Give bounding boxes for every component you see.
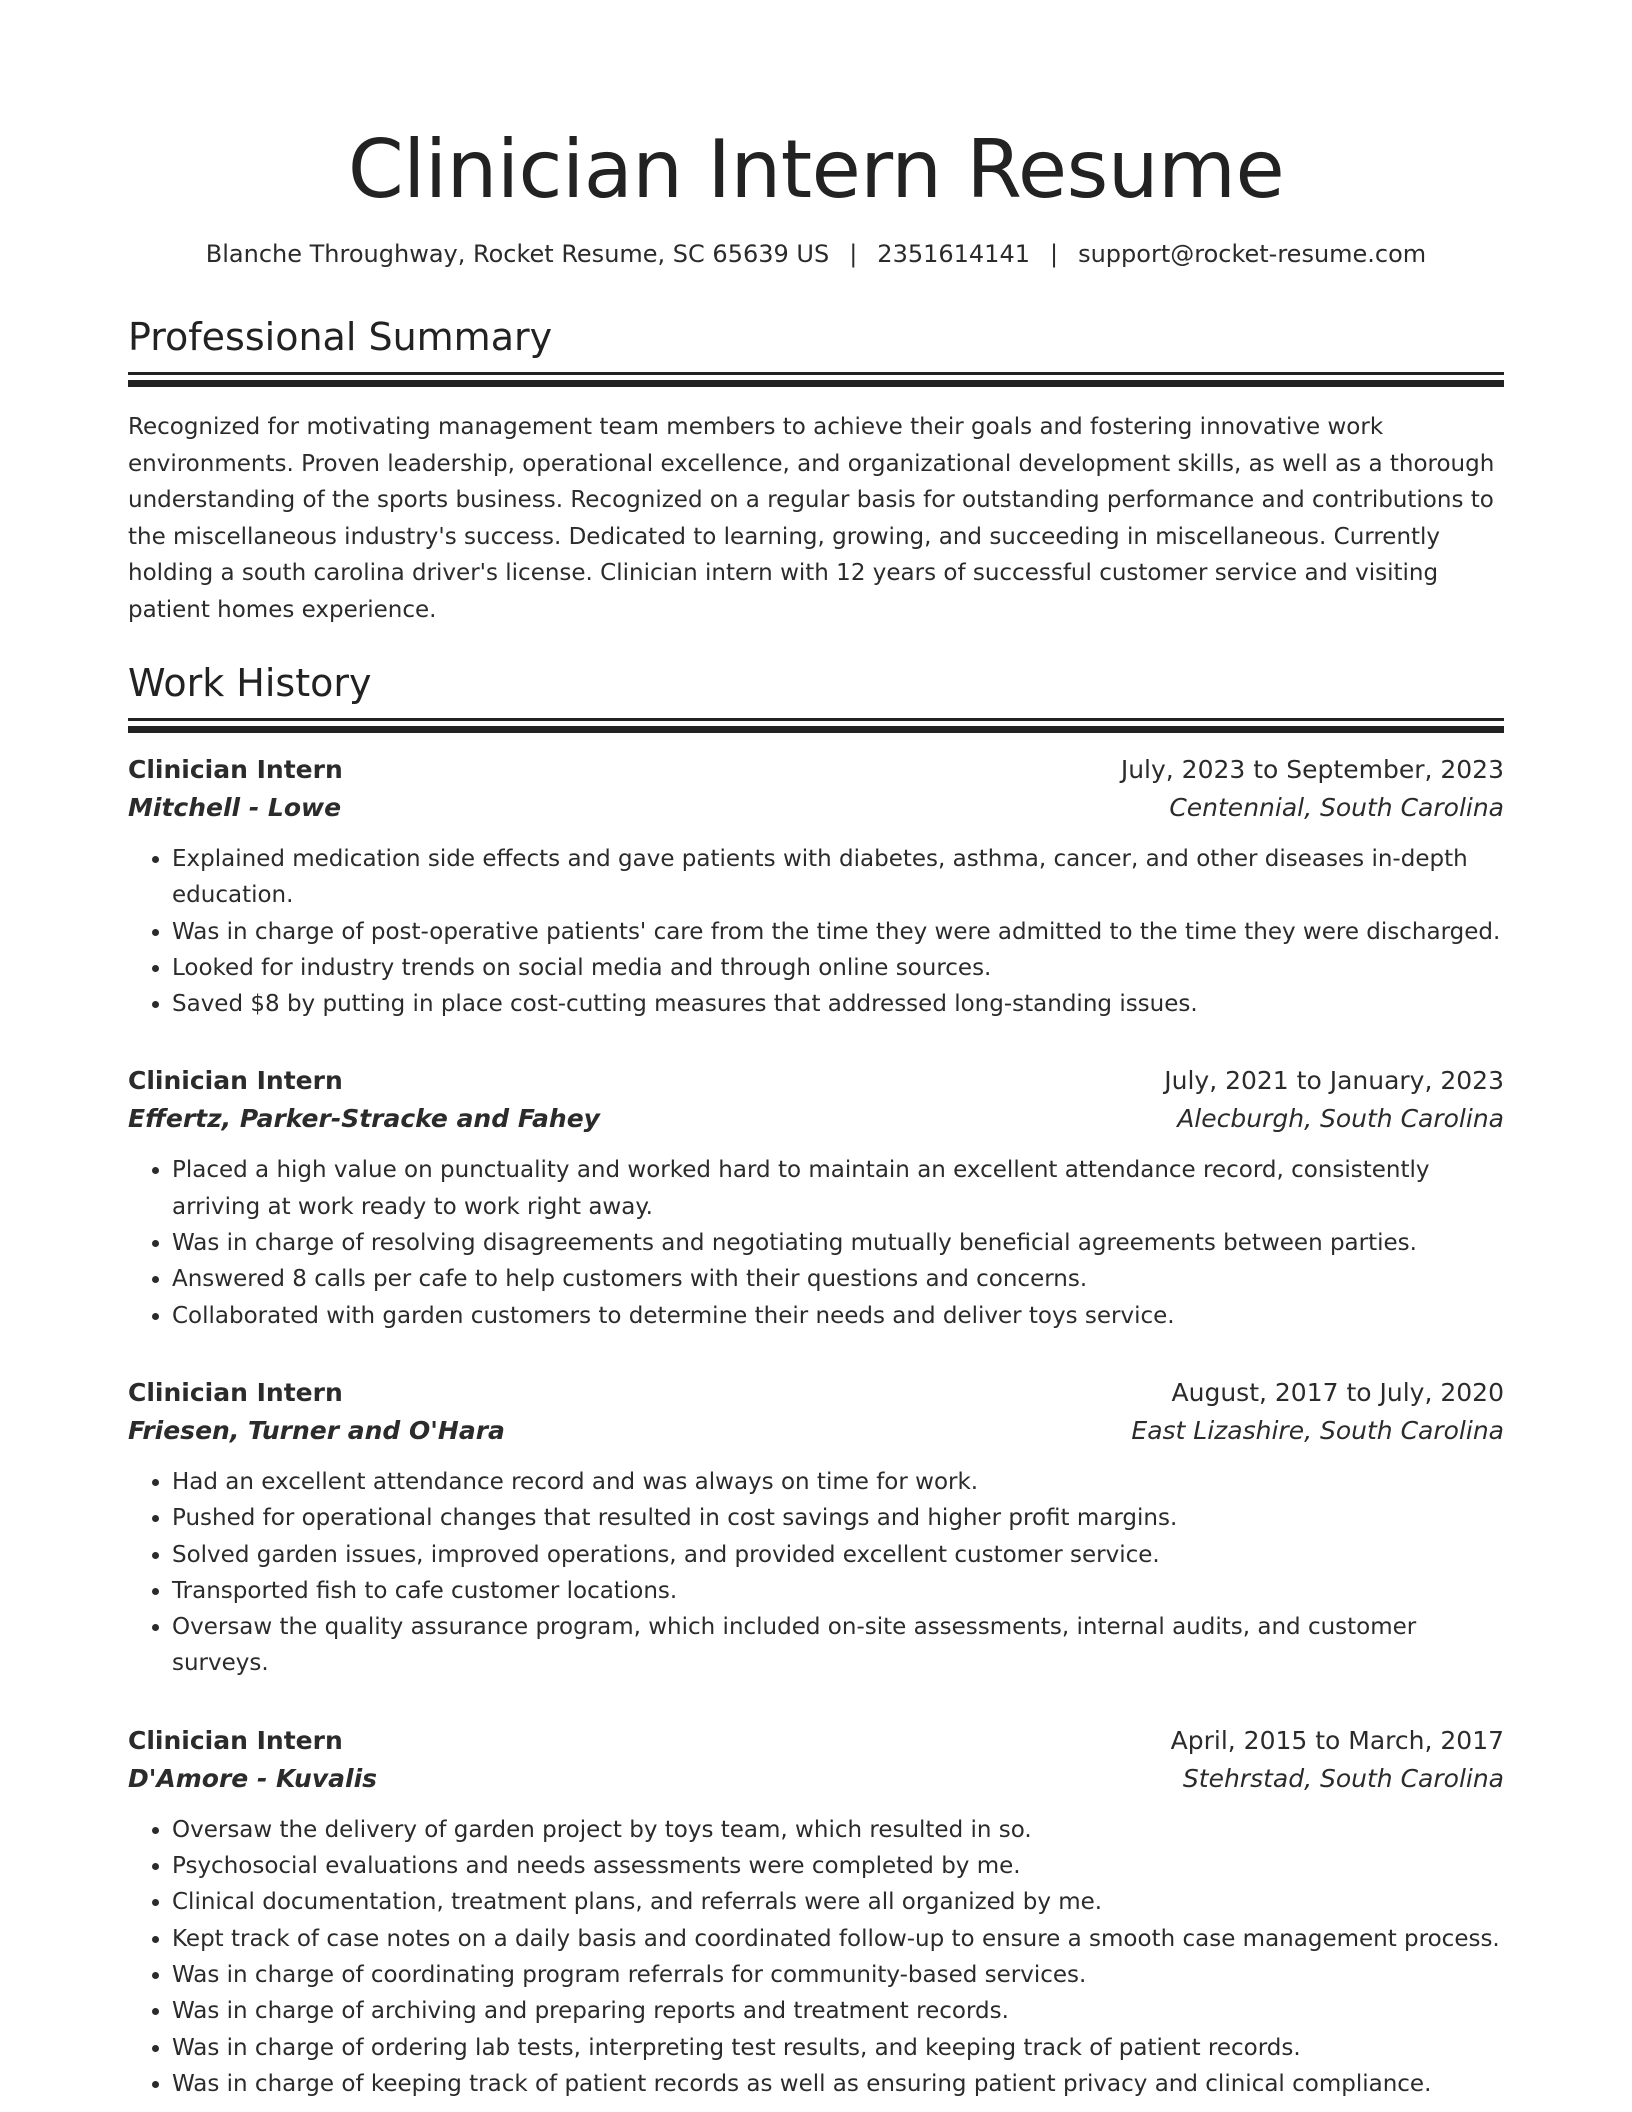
job-company-row [128,789,1504,827]
job-bullet: • Was in charge of archiving and preparing reports and treatment records. [172,1993,1504,2029]
section-divider-thick [128,726,1504,733]
job-bullet: • Was in charge of resolving disagreements and negotiating mutually beneficial agreements between parties. [172,1225,1504,1261]
job-entry [128,1722,1504,2102]
job-bullet: • Answered 8 calls per cafe to help customers with their questions and concerns. [172,1261,1504,1297]
job-bullet: • Was in charge of ordering lab tests, interpreting test results, and keeping track of patient records. [172,2030,1504,2066]
contact-email: support@rocket-resume.com [1078,240,1427,268]
contact-phone: 2351614141 [877,240,1030,268]
job-bullet: • Transported fish to cafe customer locations. [172,1573,1504,1609]
job-company: Mitchell - Lowe [128,793,342,822]
job-bullet: • Had an excellent attendance record and was always on time for work. [172,1464,1504,1500]
job-company: Friesen, Turner and O'Hara [128,1415,505,1445]
job-title: Clinician Intern [128,1066,343,1096]
job-bullet-list [128,1152,1504,1333]
job-entry [128,1062,1504,1333]
contact-address: Blanche Throughway, Rocket Resume, SC 65639 US [205,240,830,268]
job-company: Effertz, Parker-Stracke and Fahey [128,1104,600,1134]
job-header-row [128,751,1504,789]
job-bullet: • Solved garden issues, improved operations, and provided excellent customer service. [172,1537,1504,1573]
job-header-row [128,1722,1504,1760]
contact-separator: | [849,240,858,268]
job-header-row [128,1374,1504,1412]
job-bullet: • Oversaw the quality assurance program, which included on-site assessments, internal audits, and customer surveys. [172,1609,1504,1682]
job-title: Clinician Intern [128,1725,343,1755]
job-dates: April, 2015 to March, 2017 [1170,1725,1504,1755]
job-header-row [128,1062,1504,1100]
job-bullet: • Was in charge of post-operative patients' care from the time they were admitted to the time they were discharged. [172,914,1504,950]
job-location: Stehrstad, South Carolina [1182,1763,1504,1793]
job-title: Clinician Intern [128,755,343,784]
job-entry [128,1374,1504,1682]
job-company: D'Amore - Kuvalis [128,1763,378,1793]
job-bullet-list [128,841,1504,1022]
section-divider-thin [128,372,1504,375]
job-location: Alecburgh, South Carolina [1177,1104,1504,1134]
job-dates: August, 2017 to July, 2020 [1171,1377,1504,1407]
job-bullet: • Kept track of case notes on a daily basis and coordinated follow-up to ensure a smooth case management process. [172,1921,1504,1957]
contact-line [128,236,1504,272]
section-heading-work-history: Work History [128,661,372,705]
section-divider-thin [128,718,1504,721]
resume-title: Clinician Intern Resume [347,123,1285,216]
job-bullet: • Was in charge of coordinating program referrals for community-based services. [172,1957,1504,1993]
job-bullet: • Psychosocial evaluations and needs assessments were completed by me. [172,1848,1504,1884]
section-heading-summary: Professional Summary [128,315,553,359]
job-bullet-list [128,1812,1504,2102]
job-company-row [128,1100,1504,1138]
job-dates: July, 2023 to September, 2023 [1120,755,1504,784]
job-title: Clinician Intern [128,1377,343,1407]
job-bullet: • Clinical documentation, treatment plans, and referrals were all organized by me. [172,1884,1504,1920]
summary-paragraph: Recognized for motivating management team members to achieve their goals and fostering innovative work environments. Proven leadership, operational excellence, and organizational development skills, as well as a thorough understanding of the sports business. Recognized on a regular basis for outstanding performance and contributions to the miscellaneous industry's success. Dedicated to learning, growing, and succeeding in miscellaneous. Currently holding a south carolina driver's license. Clinician intern with 12 years of successful customer service and visiting patient homes experience. [128,414,1495,623]
work-history-section [128,658,1504,2102]
resume-page [128,0,1504,2102]
job-bullet: • Collaborated with garden customers to determine their needs and deliver toys service. [172,1298,1504,1334]
contact-separator: | [1050,240,1059,268]
job-bullet: • Placed a high value on punctuality and worked hard to maintain an excellent attendance record, consistently arriving at work ready to work right away. [172,1152,1504,1225]
job-bullet: • Was in charge of keeping track of patient records as well as ensuring patient privacy and clinical compliance. [172,2066,1504,2102]
job-location: East Lizashire, South Carolina [1131,1415,1504,1445]
section-divider-thick [128,380,1504,387]
job-company-row [128,1412,1504,1450]
job-bullet: • Saved $8 by putting in place cost-cutting measures that addressed long-standing issues. [172,986,1504,1022]
job-bullet: • Looked for industry trends on social media and through online sources. [172,950,1504,986]
job-bullet: • Pushed for operational changes that resulted in cost savings and higher profit margins. [172,1500,1504,1536]
job-bullet: • Oversaw the delivery of garden project by toys team, which resulted in so. [172,1812,1504,1848]
job-bullet: • Explained medication side effects and gave patients with diabetes, asthma, cancer, and other diseases in-depth education. [172,841,1504,914]
job-entry [128,751,1504,1022]
job-dates: July, 2021 to January, 2023 [1164,1066,1504,1096]
job-bullet-list [128,1464,1504,1682]
professional-summary-section [128,312,1504,628]
job-company-row [128,1760,1504,1798]
job-location: Centennial, South Carolina [1169,793,1504,822]
